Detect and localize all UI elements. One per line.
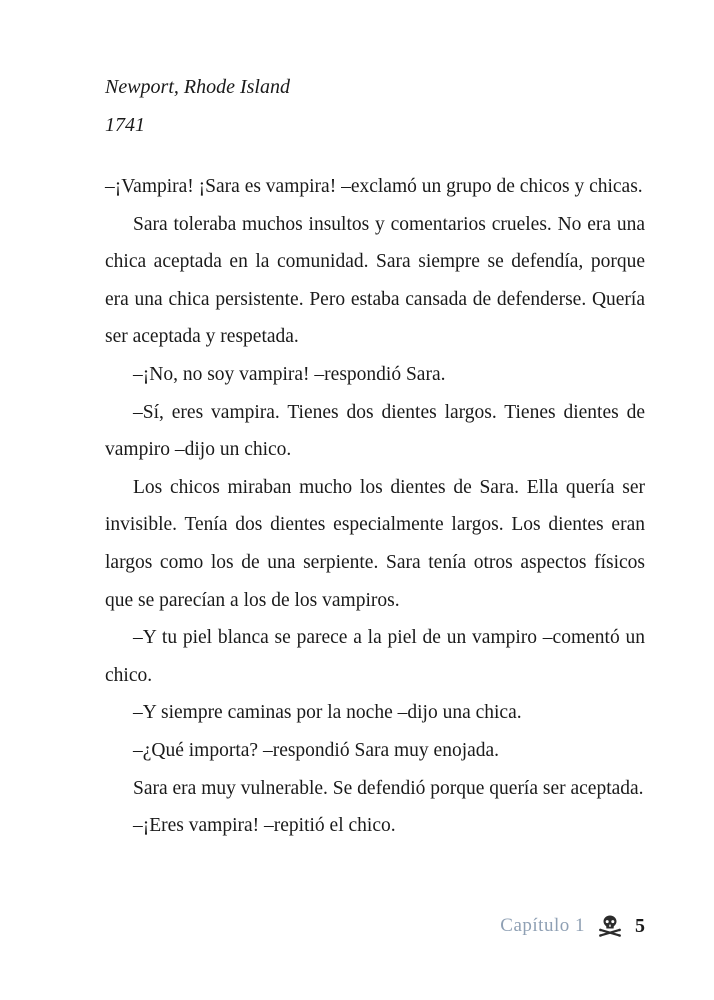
paragraph: –Sí, eres vampira. Tienes dos dientes largos. Tienes dientes de vampiro –dijo un chico. [105, 401, 645, 461]
page-number: 5 [635, 914, 645, 937]
paragraph: Sara era muy vulnerable. Se defendió porque quería ser aceptada. [133, 777, 644, 799]
paragraph: –¡Eres vampira! –repitió el chico. [133, 815, 396, 837]
paragraph: –Y siempre caminas por la noche –dijo una chica. [133, 702, 522, 724]
paragraph: Los chicos miraban mucho los dientes de Sara. Ella quería ser invisible. Tenía dos dientes especialmente largos. Los dientes eran largos como los de una serpiente. Sara tenía otros aspectos físicos que se parecían a los de los vampiros. [105, 476, 645, 611]
skull-crossbones-icon [597, 914, 623, 938]
paragraph: –¡No, no soy vampira! –respondió Sara. [133, 363, 446, 385]
dateline-year: 1741 [105, 114, 145, 136]
dateline-location: Newport, Rhode Island [105, 76, 290, 98]
story-text [105, 168, 645, 845]
paragraph: –¡Vampira! ¡Sara es vampira! –exclamó un grupo de chicos y chicas. [105, 176, 643, 197]
page-footer [500, 914, 645, 938]
dateline [105, 68, 645, 144]
paragraph: –Y tu piel blanca se parece a la piel de un vampiro –comentó un chico. [105, 627, 645, 686]
paragraph: –¿Qué importa? –respondió Sara muy enojada. [133, 739, 500, 761]
chapter-label: Capítulo 1 [500, 915, 585, 936]
paragraph: Sara toleraba muchos insultos y comentarios crueles. No era una chica aceptada en la comunidad. Sara siempre se defendía, porque era una chica persistente. Pero estaba cansada de defenderse. Quería ser aceptada y respetada. [105, 213, 645, 348]
